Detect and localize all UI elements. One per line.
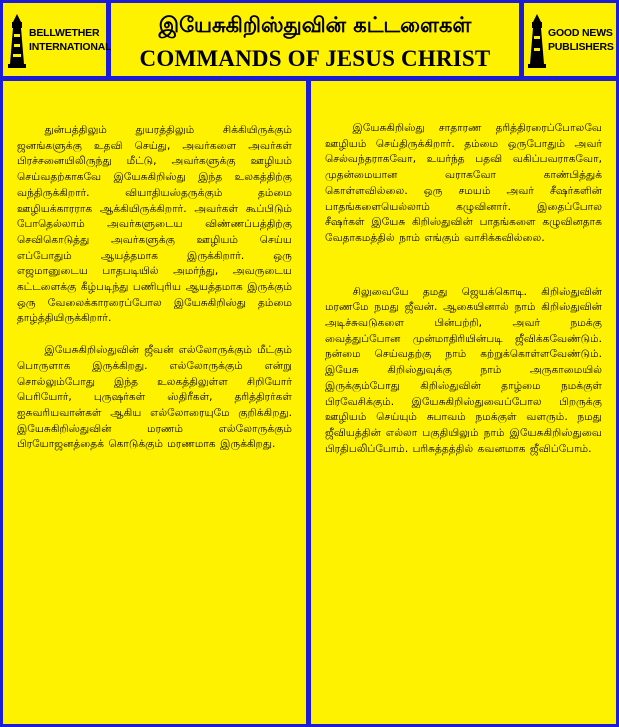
right-paragraph-2: சிலுவையே தமது ஜெயக்கொடி. கிறிஸ்துவின் மரணமே நமது ஜீவன். ஆகையினால் நாம் கிறிஸ்துவின் அடிச்சுவடுகளை பின்பற்றி, அவர் நமக்கு வைத்துப்போன முன்மாதிரியின்படி ஜீவிக்கவேண்டும். நன்மை செய்வதற்கு நாம் கற்றுக்கொள்ளவேண்டும். இயேசு கிறிஸ்துவுக்கு நாம் அருகாமையில் இருக்கும்போது கிறிஸ்துவின் தாழ்மை நமக்குள் பிரவேசிக்கும். இயேசுகிறிஸ்துவைப்போல பிறருக்கு ஊழியம் செய்யும் சுபாவம் நமக்குள் வளரும். நமது ஜீவியத்தின் எல்லா பகுதியிலும் நாம் இயேசுகிறிஸ்துவை பிரதிபலிப்போம். பரிசுத்தத்தில் கவனமாக ஜீவிப்போம். [325,285,602,455]
lighthouse-icon [528,12,546,68]
left-paragraph-1: துன்பத்திலும் துயரத்திலும் சிக்கியிருக்கும் ஜனங்களுக்கு உதவி செய்து, அவர்களை அவர்கள் பிரச்சனையிலிருந்து மீட்டு, அவர்களுக்கு ஊழியம் செய்வதற்காகவே இயேசுகிறிஸ்து இந்த உலகத்திற்கு வந்திருக்கிறார். வியாதியஸ்தருக்கும் தம்மை ஊழியக்காரராக ஆக்கியிருக்கிறார். அவர்கள் கூப்பிடும் போதெல்லாம் அவர்களுடைய விண்ணப்பத்திற்கு செவிகொடுத்து அவர்களுக்கு ஊழியம் செய்ய எப்போதும் ஆயத்தமாக இருக்கிறார். ஒரு எஜமானுடைய பாதபடியில் அமர்ந்து, அவருடைய கட்டளைக்கு கீழ்படிந்து பணிபுரிய ஆயத்தமாக இருக்கும் ஒரு வேலைக்காரரைப்போல இயேசுகிறிஸ்து தம்மை தாழ்த்தியிருக்கிறார். [17,124,292,325]
right-paragraph-1: இயேசுகிறிஸ்து சாதாரண தரித்திரரைப்போலவே ஊழியம் செய்திருக்கிறார். தம்மை ஒருபோதும் அவர் செல்வந்தராகவோ, உயர்ந்த பதவி வகிப்பவராகவோ, முதன்மையான வராகவோ காண்பித்துக் கொள்ளவில்லை. ஒரு சமயம் அவர் சீஷர்களின் பாதங்களையெல்லாம் கழுவினார். இதைப்போல சீஷர்கள் இயேசு கிறிஸ்துவின் பாதங்களை கழுவினதாக வேதாகமத்தில் நாம் எங்கும் வாசிக்கவில்லை. [325,122,602,244]
logo-right-line1: GOOD NEWS [548,26,613,39]
left-column [3,81,306,724]
title-tamil: இயேசுகிறிஸ்துவின் கட்டளைகள் [158,13,472,37]
logo-left-line2: INTERNATIONAL [29,40,112,53]
left-paragraph-2: இயேசுகிறிஸ்துவின் ஜீவன் எல்லோருக்கும் மீட்கும் பொருளாக இருக்கிறது. எல்லோருக்கும் என்று சொல்லும்போது இந்த உலகத்திலுள்ள சிறியோர் பெரியோர், புருஷர்கள் ஸ்திரீகள், தரித்திரர்கள் ஐசுவரியவான்கள் ஆகிய எல்லோரையுமே குறிக்கிறது. இயேசுகிறிஸ்துவின் மரணம் எல்லோருக்கும் பிரயோஜனத்தைக் கொடுக்கும் மரணமாக இருக்கிறது. [17,344,292,451]
right-column [311,81,616,724]
logo-right-line2: PUBLISHERS [548,40,614,53]
title-english: COMMANDS OF JESUS CHRIST [139,46,491,71]
lighthouse-icon [7,12,27,68]
good-news-logo [524,3,616,76]
title-panel [111,3,519,76]
bellwether-logo [3,3,112,76]
logo-left-line1: BELLWETHER [29,26,100,39]
